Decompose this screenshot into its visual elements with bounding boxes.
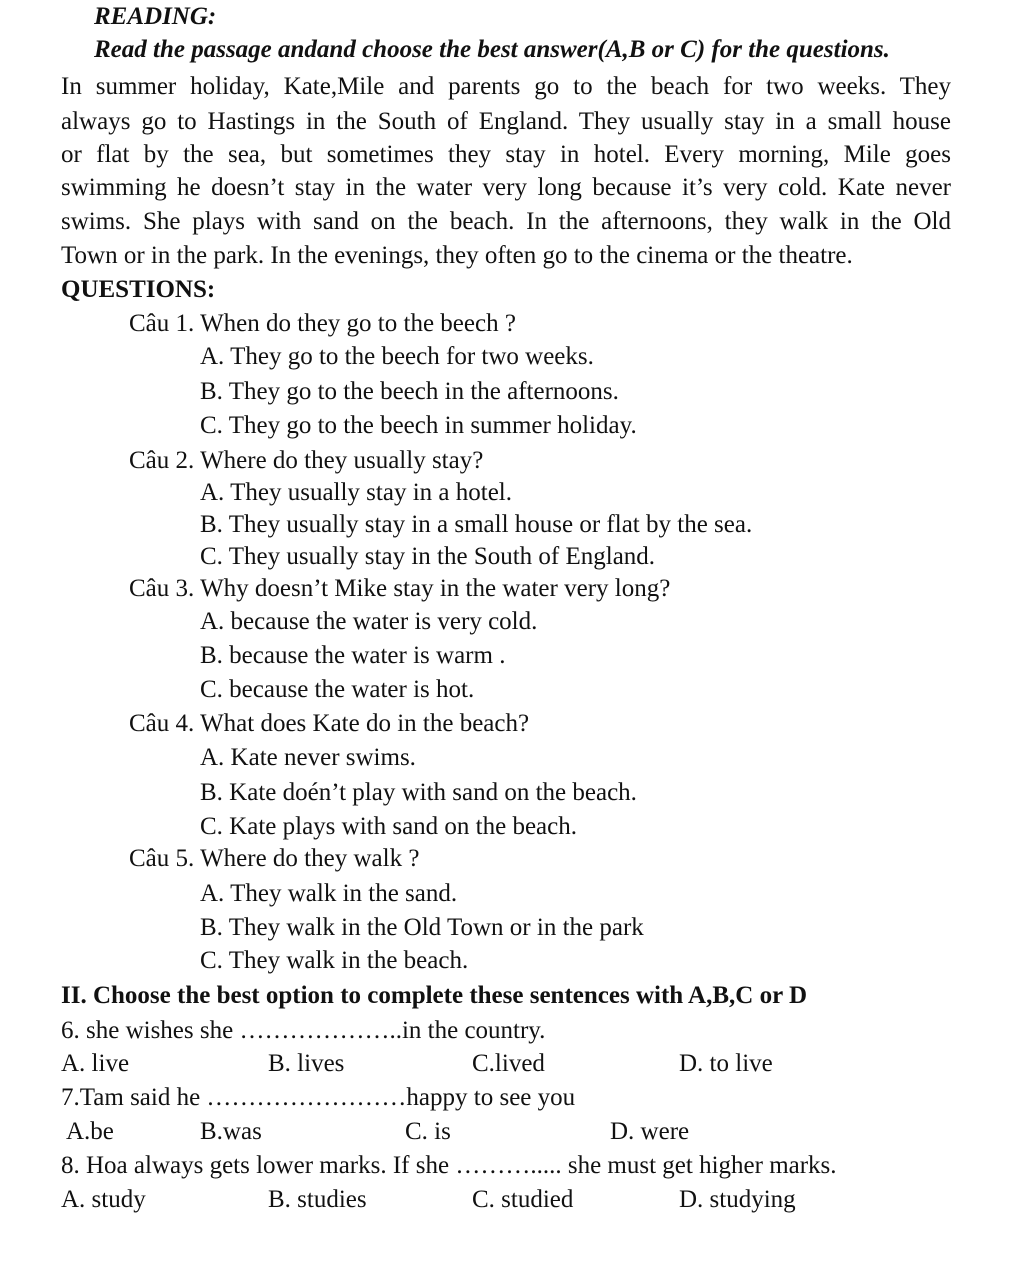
item-stem: 7.Tam said he ……………………happy to see you xyxy=(61,1084,576,1111)
answer-option: A. They walk in the sand. xyxy=(200,880,458,907)
question-stem: Câu 4. What does Kate do in the beach? xyxy=(129,710,530,737)
option-b: B. studies xyxy=(268,1186,367,1213)
option-a: A. live xyxy=(61,1050,130,1077)
options-row xyxy=(0,1183,1024,1217)
answer-option: A. because the water is very cold. xyxy=(200,608,538,635)
option-a: A.be xyxy=(66,1118,114,1145)
answer-option: C. because the water is hot. xyxy=(200,676,475,703)
option-b: B.was xyxy=(200,1118,262,1145)
answer-option: C. Kate plays with sand on the beach. xyxy=(200,813,577,840)
option-c: C.lived xyxy=(472,1050,545,1077)
question-stem: Câu 3. Why doesn’t Mike stay in the water very long? xyxy=(129,575,671,602)
item-stem: 8. Hoa always gets lower marks. If she ………..... she must get higher marks. xyxy=(61,1152,837,1179)
option-c: C. is xyxy=(405,1118,451,1145)
answer-option: B. Kate doén’t play with sand on the beach. xyxy=(200,779,637,806)
question-stem: Câu 2. Where do they usually stay? xyxy=(129,447,484,474)
question-stem: Câu 5. Where do they walk ? xyxy=(129,845,420,872)
questions-heading: QUESTIONS: xyxy=(61,276,216,303)
answer-option: B. They walk in the Old Town or in the park xyxy=(200,914,644,941)
answer-option: B. They go to the beech in the afternoons. xyxy=(200,378,619,405)
reading-heading: READING: xyxy=(94,3,217,30)
passage-line: Town or in the park. In the evenings, they often go to the cinema or the theatre. xyxy=(61,242,853,269)
item-stem: 6. she wishes she ………………..in the country. xyxy=(61,1017,546,1044)
options-row xyxy=(0,1115,1024,1149)
answer-option: C. They go to the beech in summer holiday. xyxy=(200,412,637,439)
answer-option: A. They usually stay in a hotel. xyxy=(200,479,512,506)
answer-option: C. They usually stay in the South of England. xyxy=(200,543,656,570)
question-stem: Câu 1. When do they go to the beech ? xyxy=(129,310,516,337)
answer-option: C. They walk in the beach. xyxy=(200,947,469,974)
option-d: D. were xyxy=(610,1118,690,1145)
options-row xyxy=(0,1047,1024,1081)
passage-line: or flat by the sea, but sometimes they stay in hotel. Every morning, Mile goes xyxy=(61,141,951,168)
answer-option: A. Kate never swims. xyxy=(200,744,416,771)
passage-line: swimming he doesn’t stay in the water very long because it’s very cold. Kate never xyxy=(61,174,951,201)
option-d: D. studying xyxy=(679,1186,796,1213)
passage-line: In summer holiday, Kate,Mile and parents go to the beach for two weeks. They xyxy=(61,73,951,100)
option-d: D. to live xyxy=(679,1050,773,1077)
reading-instruction: Read the passage andand choose the best answer(A,B or C) for the questions. xyxy=(94,36,890,63)
answer-option: B. They usually stay in a small house or flat by the sea. xyxy=(200,511,753,538)
option-b: B. lives xyxy=(268,1050,345,1077)
passage-line: always go to Hastings in the South of England. They usually stay in a small house xyxy=(61,108,951,135)
answer-option: B. because the water is warm . xyxy=(200,642,506,669)
answer-option: A. They go to the beech for two weeks. xyxy=(200,343,594,370)
option-c: C. studied xyxy=(472,1186,574,1213)
option-a: A. study xyxy=(61,1186,146,1213)
section-2-heading: II. Choose the best option to complete these sentences with A,B,C or D xyxy=(61,982,808,1009)
passage-line: swims. She plays with sand on the beach. In the afternoons, they walk in the Old xyxy=(61,208,951,235)
